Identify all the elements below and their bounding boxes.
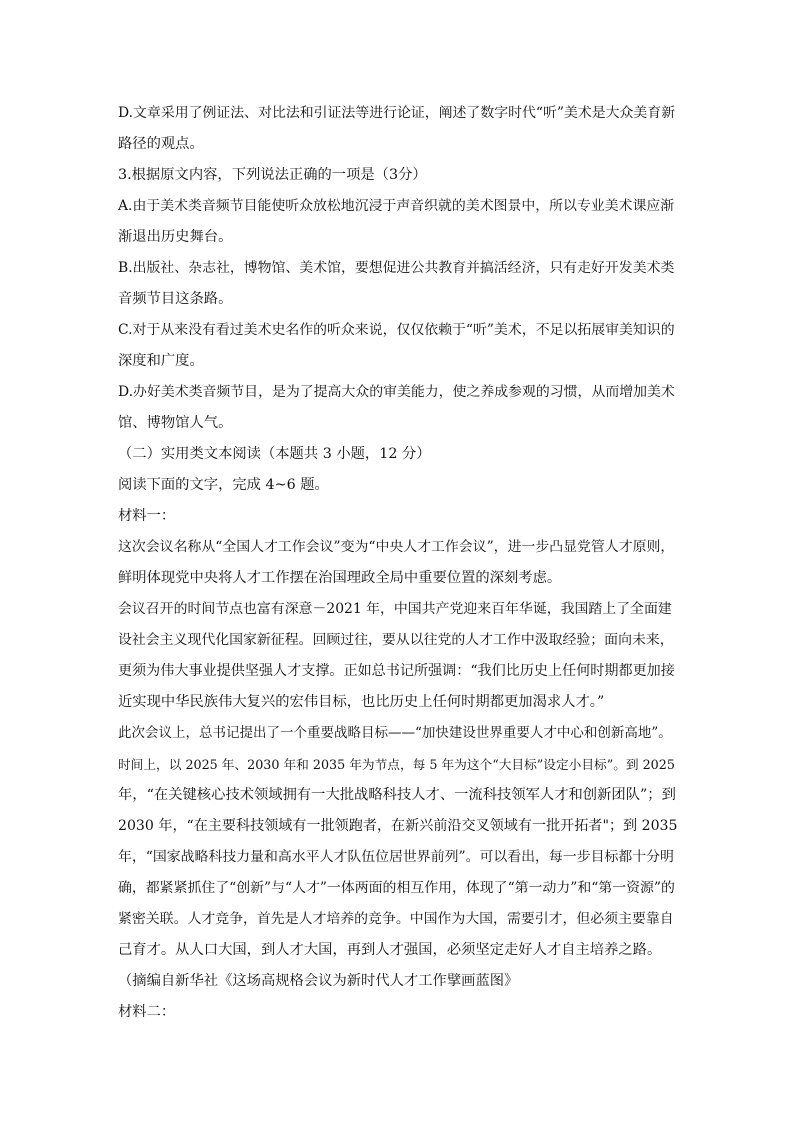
paragraph-2-line-2: 设社会主义现代化国家新征程。回顾过往，要从以往党的人才工作中汲取经验；面向未来， (118, 632, 674, 648)
option-c-line-2: 深度和广度。 (118, 353, 204, 369)
paragraph-3-line-3: 年，“在关键核心技术领域拥有一大批战略科技人才、一流科技领军人才和创新团队”；到 (118, 787, 676, 803)
option-d-line-1: D.文章采用了例证法、对比法和引证法等进行论证，阐述了数字时代“听”美术是大众美育新 (118, 105, 676, 121)
paragraph-3-line-4: 2030 年，“在主要科技领域有一批领跑者，在新兴前沿交叉领域有一批开拓者"；到 2035 (118, 818, 678, 834)
paragraph-3-line-6: 确，都紧紧抓住了“创新”与“人才”一体两面的相互作用，体现了“第一动力”和“第一资源”的 (118, 880, 675, 896)
source-citation: （摘编自新华社《这场高规格会议为新时代人才工作擘画蓝图》 (118, 973, 519, 989)
option-d-line-2: 路径的观点。 (118, 136, 204, 152)
section-heading: （二）实用类文本阅读（本题共 3 小题，12 分） (118, 446, 431, 462)
paragraph-1-line-2: 鲜明体现党中央将人才工作摆在治国理政全局中重要位置的深刻考虑。 (118, 570, 562, 586)
paragraph-2-line-3: 更须为伟大事业提供坚强人才支撑。正如总书记所强调：“我们比历史上任何时期都更加接 (118, 663, 675, 679)
option-b-line-2: 音频节目这条路。 (118, 291, 233, 307)
document-page (118, 98, 678, 1028)
paragraph-2-line-4: 近实现中华民族伟大复兴的宏伟目标，也比历史上任何时期都更加渴求人才。” (118, 694, 605, 710)
option-c-line-1: C.对于从来没有看过美术史名作的听众来说，仅仅依赖于“听”美术，不足以拓展审美知识的 (118, 322, 675, 338)
paragraph-3-line-8: 己育才。从人口大国，到人才大国，再到人才强国，必须坚定走好人才自主培养之路。 (118, 942, 662, 958)
option-a-line-1: A.由于美术类音频节目能使听众放松地沉浸于声音织就的美术图景中，所以专业美术课应渐 (118, 198, 675, 214)
material-two-label: 材料二： (118, 1004, 176, 1020)
paragraph-3-line-2: 时间上，以 2025 年、2030 年和 2035 年为节点，每 5 年为这个“大目标”设定小目标”。到 2025 (118, 757, 675, 772)
paragraph-3-line-1: 此次会议上，总书记提出了一个重要战略目标——“加快建设世界重要人才中心和创新高地”。 (118, 725, 672, 741)
reading-instruction: 阅读下面的文字，完成 4~6 题。 (118, 477, 329, 493)
question-3-stem: 3.根据原文内容，下列说法正确的一项是（3分） (118, 167, 427, 183)
paragraph-3-line-5: 年，“国家战略科技力量和高水平人才队伍位居世界前列”。可以看出，每一步目标都十分明 (118, 849, 674, 865)
option-b-line-1: B.出版社、杂志社，博物馆、美术馆，要想促进公共教育并搞活经济，只有走好开发美术类 (118, 260, 675, 276)
paragraph-2-line-1: 会议召开的时间节点也富有深意－2021 年，中国共产党迎来百年华诞，我国踏上了全面建 (118, 601, 672, 617)
paragraph-3-line-7: 紧密关联。人才竞争，首先是人才培养的竞争。中国作为大国，需要引才，但必须主要靠自 (118, 911, 674, 927)
paragraph-1-line-1: 这次会议名称从“全国人才工作会议”变为“中央人才工作会议”，进一步凸显党管人才原则， (118, 539, 675, 555)
option-d2-line-1: D.办好美术类音频节目，是为了提高大众的审美能力，使之养成参观的习惯，从而增加美术 (118, 384, 675, 400)
option-a-line-2: 渐退出历史舞台。 (118, 229, 233, 245)
material-one-label: 材料一： (118, 508, 176, 524)
option-d2-line-2: 馆、博物馆人气。 (118, 415, 233, 431)
